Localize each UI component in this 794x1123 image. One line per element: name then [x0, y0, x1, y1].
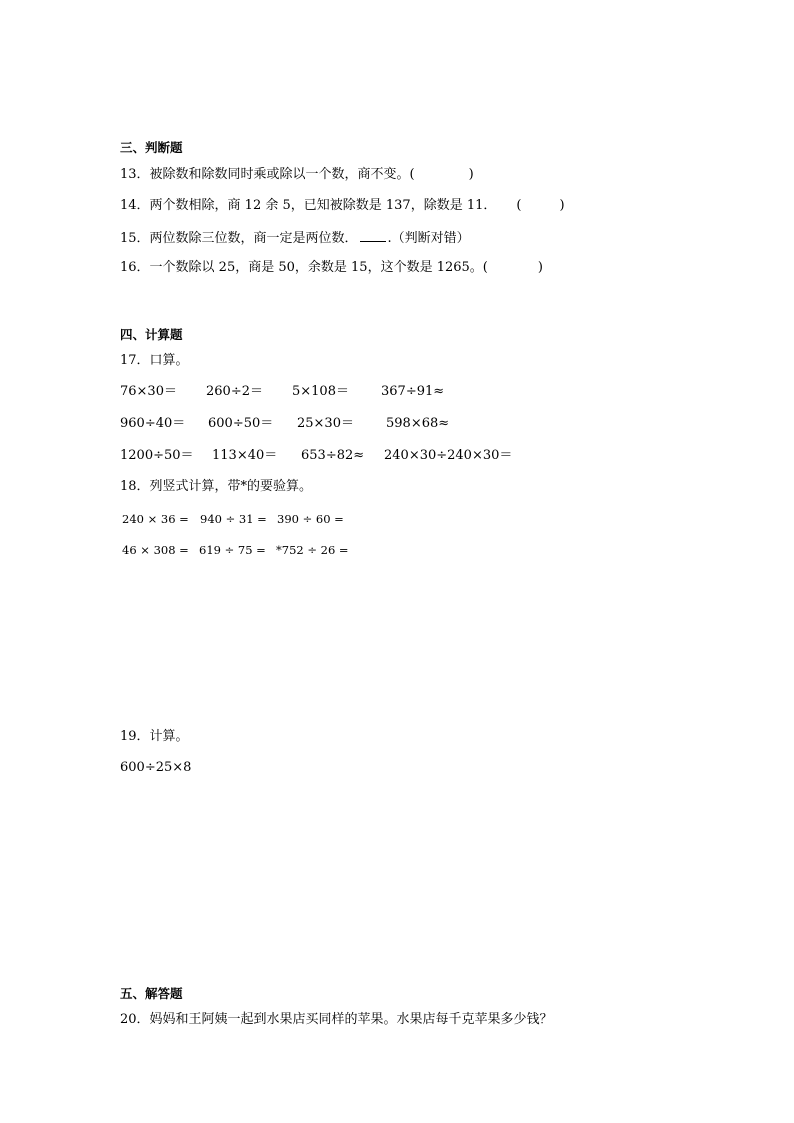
question-15-text: 15．两位数除三位数，商一定是两位数． [120, 231, 358, 246]
question-14 [120, 198, 565, 214]
question-16-text: 16．一个数除以 25，商是 50，余数是 15，这个数是 1265。( [120, 260, 488, 275]
mental-math-item: 600÷50＝ [208, 416, 274, 431]
vertical-calc-row [120, 511, 520, 527]
vertical-calc-item: 619 ÷ 75 = [199, 543, 266, 557]
mental-math-item: 1200÷50＝ [120, 448, 194, 463]
question-14-text: 14．两个数相除，商 12 余 5，已知被除数是 137，除数是 11． [120, 198, 497, 213]
mental-math-item: 76×30＝ [120, 384, 177, 399]
vertical-calc-row [120, 542, 520, 558]
vertical-calc-item: *752 ÷ 26 = [276, 543, 349, 557]
mental-math-item: 367÷91≈ [381, 384, 445, 399]
mental-math-row [120, 384, 680, 400]
question-15 [120, 229, 470, 247]
question-14-close-paren: ) [559, 198, 565, 213]
question-16 [120, 260, 543, 276]
mental-math-item: 598×68≈ [386, 416, 450, 431]
vertical-calc-item: 46 × 308 = [122, 543, 189, 557]
question-17-title: 17．口算。 [120, 353, 189, 368]
question-18-title: 18．列竖式计算，带*的要验算。 [120, 479, 313, 494]
mental-math-row [120, 416, 680, 432]
question-14-open-paren: ( [516, 198, 522, 213]
section-heading-answer: 五、解答题 [120, 986, 183, 1001]
question-15-blank[interactable] [360, 229, 386, 242]
vertical-calc-item: 390 ÷ 60 = [277, 512, 344, 526]
question-19-expression: 600÷25×8 [120, 760, 192, 775]
section-heading-judge: 三、判断题 [120, 140, 183, 155]
section-heading-calc: 四、计算题 [120, 327, 183, 342]
question-16-close-paren: ) [537, 260, 543, 275]
mental-math-item: 25×30＝ [297, 416, 354, 431]
mental-math-item: 5×108＝ [292, 384, 349, 399]
mental-math-item: 240×30÷240×30＝ [384, 448, 513, 463]
vertical-calc-item: 240 × 36 = [122, 512, 189, 526]
question-13-close-paren: ) [468, 167, 474, 182]
question-20: 20．妈妈和王阿姨一起到水果店买同样的苹果。水果店每千克苹果多少钱？ [120, 1012, 553, 1027]
question-19-title: 19．计算。 [120, 729, 189, 744]
mental-math-item: 960÷40＝ [120, 416, 186, 431]
question-13-text: 13．被除数和除数同时乘或除以一个数，商不变。( [120, 167, 415, 182]
mental-math-item: 113×40＝ [212, 448, 278, 463]
mental-math-item: 260÷2＝ [206, 384, 263, 399]
mental-math-row [120, 448, 680, 464]
mental-math-item: 653÷82≈ [301, 448, 365, 463]
question-15-suffix: .（判断对错） [387, 231, 470, 246]
question-13 [120, 167, 474, 183]
vertical-calc-item: 940 ÷ 31 = [200, 512, 267, 526]
